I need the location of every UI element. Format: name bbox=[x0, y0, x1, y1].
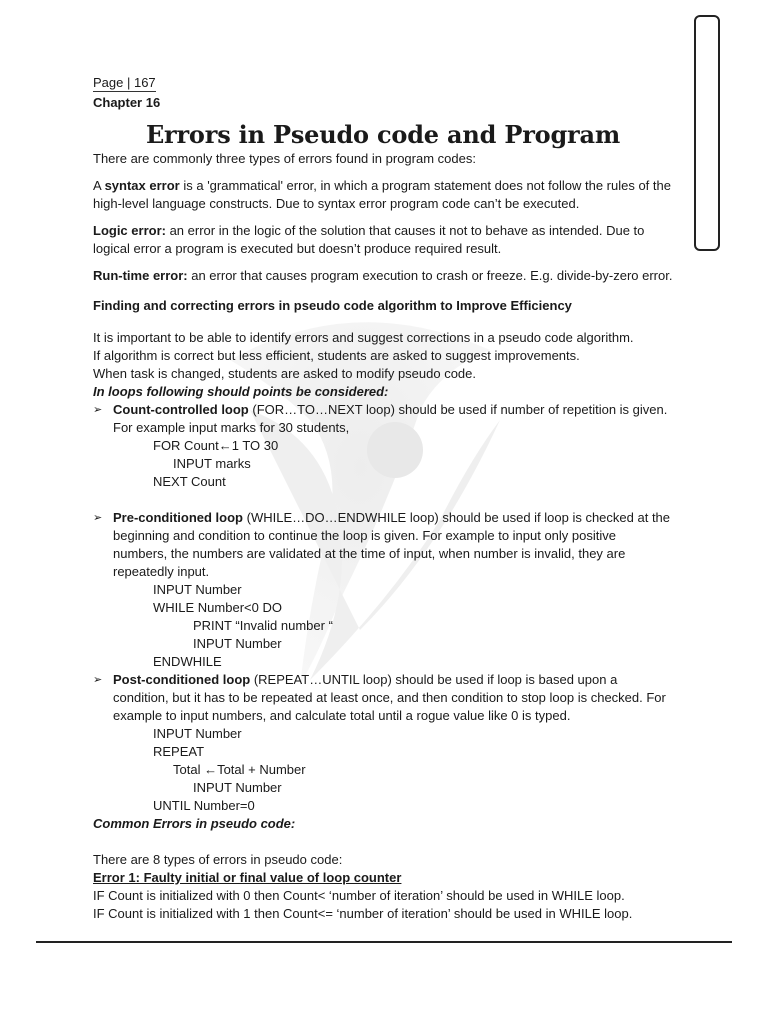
bullet-text: (WHILE…DO…ENDWHILE loop) should be used if loop is checked at the beginning and condition to continue the loop is given. For example to input only positive numbers, the numbers are validated at the time of input, when number is invalid, they are repeatedly input. bbox=[113, 510, 671, 579]
efficiency-paragraph bbox=[93, 329, 673, 401]
syntax-error-text: is a 'grammatical' error, in which a program statement does not follow the rules of the high-level language constructs. Due to syntax error program code can’t be executed. bbox=[93, 178, 671, 211]
runtime-error-text: an error that causes program execution to crash or freeze. E.g. divide-by-zero error. bbox=[187, 268, 673, 283]
code-line: INPUT Number bbox=[193, 636, 282, 651]
code-line: REPEAT bbox=[153, 744, 205, 759]
intro-paragraph: There are commonly three types of errors found in program codes: bbox=[93, 151, 476, 166]
code-line: INPUT marks bbox=[173, 456, 251, 471]
code-line: UNTIL Number=0 bbox=[153, 798, 255, 813]
code-block-pre bbox=[113, 581, 673, 671]
list-item-count-controlled bbox=[93, 401, 673, 509]
code-line: FOR Count←1 TO 30 bbox=[153, 438, 279, 453]
code-block-count bbox=[113, 437, 673, 491]
syntax-prefix: A bbox=[93, 178, 105, 193]
error1-line: IF Count is initialized with 1 then Count<= ‘number of iteration’ should be used in WHILE loop. bbox=[93, 906, 633, 921]
common-errors-heading: Common Errors in pseudo code: bbox=[93, 816, 296, 831]
bullet-text: (REPEAT…UNTIL loop) should be used if loop is based upon a condition, but it has to be repeated at least once, and then condition to stop loop is checked. For example to input numbers, and calculate total until a rogue value like 0 is typed. bbox=[113, 672, 666, 723]
code-line: Total ←Total + Number bbox=[173, 762, 306, 777]
para-line: If algorithm is correct but less efficient, students are asked to suggest improvements. bbox=[93, 348, 580, 363]
runtime-error-term: Run-time error: bbox=[93, 268, 188, 283]
code-line: NEXT Count bbox=[153, 474, 226, 489]
arrow-bullet-icon: ➢ bbox=[93, 512, 103, 524]
para-line: When task is changed, students are asked to modify pseudo code. bbox=[93, 366, 477, 381]
code-line: INPUT Number bbox=[193, 780, 282, 795]
code-line: PRINT “Invalid number “ bbox=[193, 618, 333, 633]
runtime-error-paragraph bbox=[93, 267, 673, 285]
logic-error-text: an error in the logic of the solution that causes it not to behave as intended. Due to logical error a program is executed but doesn’t produce required result. bbox=[93, 223, 645, 256]
footer-rule bbox=[36, 941, 732, 943]
bullet-term: Count-controlled loop bbox=[113, 402, 249, 417]
code-line: ENDWHILE bbox=[153, 654, 222, 669]
loop-bullet-list bbox=[93, 401, 673, 815]
code-line: INPUT Number bbox=[153, 726, 242, 741]
code-line: WHILE Number<0 DO bbox=[153, 600, 282, 615]
error1-heading: Error 1: Faulty initial or final value of loop counter bbox=[93, 870, 402, 885]
page-number: Page | 167 bbox=[93, 75, 156, 90]
page-content bbox=[93, 74, 673, 923]
bullet-term: Post-conditioned loop bbox=[113, 672, 251, 687]
list-item-post-conditioned bbox=[93, 671, 673, 815]
logic-error-paragraph bbox=[93, 222, 673, 258]
error1-section bbox=[93, 851, 673, 923]
chapter-label: Chapter 16 bbox=[93, 95, 161, 110]
loops-heading: In loops following should points be considered: bbox=[93, 384, 389, 399]
para-line: It is important to be able to identify errors and suggest corrections in a pseudo code algorithm. bbox=[93, 330, 634, 345]
bullet-text: (FOR…TO…NEXT loop) should be used if number of repetition is given. For example input marks for 30 students, bbox=[113, 402, 668, 435]
code-block-post bbox=[113, 725, 673, 815]
syntax-error-term: syntax error bbox=[104, 178, 180, 193]
code-line: INPUT Number bbox=[153, 582, 242, 597]
side-tab-frame bbox=[694, 15, 720, 251]
logic-error-term: Logic error: bbox=[93, 223, 166, 238]
arrow-bullet-icon: ➢ bbox=[93, 674, 103, 686]
syntax-error-paragraph bbox=[93, 177, 673, 213]
section-heading: Finding and correcting errors in pseudo code algorithm to Improve Efficiency bbox=[93, 298, 572, 313]
bullet-term: Pre-conditioned loop bbox=[113, 510, 243, 525]
list-item-pre-conditioned bbox=[93, 509, 673, 671]
page-title: Errors in Pseudo code and Program bbox=[145, 120, 621, 149]
error1-line: IF Count is initialized with 0 then Count< ‘number of iteration’ should be used in WHILE loop. bbox=[93, 888, 625, 903]
types-line: There are 8 types of errors in pseudo code: bbox=[93, 852, 343, 867]
arrow-bullet-icon: ➢ bbox=[93, 404, 103, 416]
